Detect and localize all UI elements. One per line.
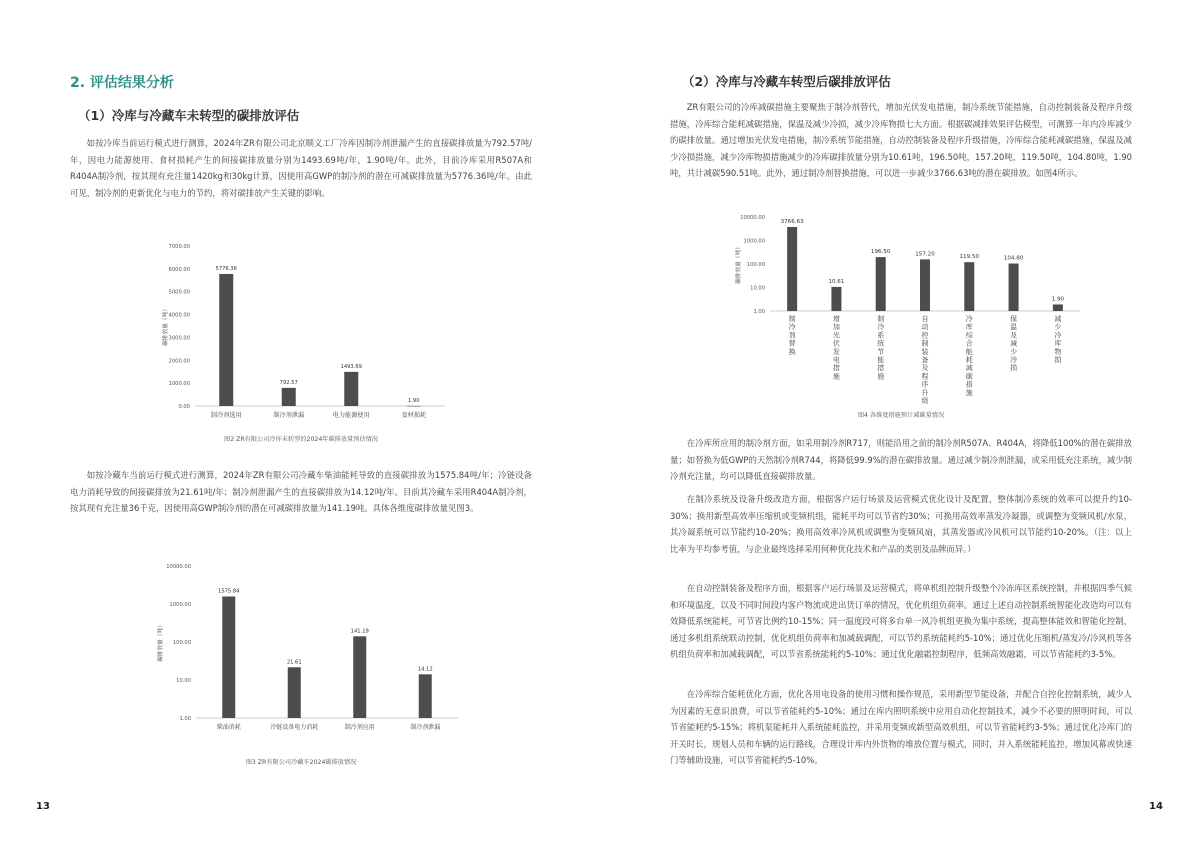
- data-label: 141.19: [350, 628, 369, 635]
- category-label: 制冷剂应用: [344, 724, 375, 731]
- chart-reduction-measures: [730, 205, 1085, 405]
- category-char: 损: [1010, 364, 1018, 373]
- bar: [222, 596, 235, 718]
- figure-caption-3: 图3 ZR有限公司冷藏车2024碳排放情况: [245, 759, 357, 766]
- category-char: 制: [921, 339, 929, 348]
- subtitle-untransformed: （1）冷库与冷藏车未转型的碳排放评估: [78, 108, 300, 123]
- y-tick-label: 100.00: [172, 640, 191, 646]
- bar: [876, 257, 886, 311]
- category-char: 库: [965, 323, 973, 332]
- data-label: 14.12: [417, 666, 433, 673]
- figure-caption-2: 图2 ZR有限公司冷库未转型的2024年碳排放量预估情况: [224, 436, 378, 443]
- category-char: 库: [1054, 339, 1062, 348]
- y-tick-label: 0.00: [178, 404, 190, 410]
- y-tick-label: 1000.00: [168, 381, 190, 388]
- bar: [1053, 304, 1063, 311]
- y-tick-label: 10.00: [176, 678, 191, 684]
- category-char: 冷: [788, 323, 796, 332]
- category-char: 制: [877, 315, 885, 323]
- y-tick-label: 3000.00: [168, 335, 190, 342]
- data-label: 1.90: [1051, 296, 1065, 303]
- y-tick-label: 1000.00: [169, 602, 191, 608]
- page-number-left: 13: [36, 801, 50, 812]
- category-char: 能: [965, 347, 973, 356]
- data-label: 21.61: [286, 659, 302, 666]
- y-tick-label: 1000.00: [743, 238, 765, 245]
- category-char: 序: [921, 380, 929, 389]
- category-char: 减: [1010, 339, 1018, 348]
- category-label: 冷链设备电力消耗: [270, 724, 319, 731]
- category-char: 级: [921, 397, 929, 405]
- category-char: 少: [1054, 323, 1062, 332]
- category-char: 自: [921, 315, 929, 323]
- data-label: 5776.36: [215, 265, 237, 272]
- category-char: 控: [921, 331, 929, 340]
- bar: [344, 372, 358, 406]
- bar: [353, 636, 366, 718]
- bar: [831, 287, 841, 311]
- category-char: 冷: [1054, 331, 1062, 340]
- category-char: 及: [1010, 331, 1018, 340]
- category-char: 耗: [965, 356, 973, 364]
- data-label: 1575.84: [218, 588, 240, 595]
- category-char: 节: [877, 347, 885, 356]
- category-char: 加: [832, 323, 840, 332]
- category-char: 发: [832, 347, 840, 356]
- category-char: 制: [788, 315, 796, 323]
- paragraph-cold-storage: 如按冷库当前运行模式进行测算，2024年ZR有限公司北京顺义工厂冷库因制冷剂泄漏产生的直接碳排放量为792.57吨/年，因电力能源使用、食材损耗产生的间接碳排放量分别为1493.69吨/年，1.90吨/年。此外，目前冷库采用R507A和R404A制冷剂，按其现有充注量1420kg和30kg计算，因使用高GWP的制冷剂的潜在可减碳排放量为5776.36吨/年。由此可见，制冷剂的更新优化与电力的节约，将对碳排放产生关键的影响。: [70, 138, 532, 198]
- y-tick-label: 1.00: [753, 309, 765, 315]
- category-char: 程: [921, 372, 929, 381]
- chart-reefer-truck: [148, 560, 466, 752]
- category-char: 伏: [832, 339, 840, 348]
- figure-caption-4: 图4 各维度措施预计减碳量情况: [857, 412, 945, 419]
- category-char: 合: [965, 339, 973, 348]
- category-label: 制冷剂泄漏: [410, 724, 441, 731]
- category-char: 备: [921, 356, 929, 364]
- data-label: 157.20: [915, 251, 935, 258]
- category-char: 冷: [965, 315, 973, 323]
- category-char: 减: [965, 364, 973, 373]
- data-label: 1493.69: [340, 363, 362, 370]
- category-char: 增: [832, 315, 840, 323]
- category-char: 光: [832, 331, 840, 340]
- category-char: 电: [832, 356, 840, 364]
- y-tick-label: 2000.00: [168, 358, 190, 365]
- category-label: 电力能源使用: [332, 412, 370, 419]
- paragraph-energy-optimization: 在冷库综合能耗优化方面，优化各用电设备的使用习惯和操作规范，采用新型节能设备，并配合自控化控制系统，减少人为因素的无意识浪费，可以节省能耗约5-10%；通过在库内照明系统中应用自动化控制技术，减少不必要的照明时间，可以节省能耗约5-15%；将机泵能耗并入系统能耗监控，并采用变频或新型高效机组，可以节省能耗约3-5%；通过优化冷库门的开关时长，规划人员和车辆的运行路线，合理设计库内外货物的堆放位置与模式，同时，并入系统能耗监控，增加风幕或快速门等辅助设施，可以节省能耗约5-10%。: [670, 689, 1132, 766]
- category-char: 升: [921, 388, 929, 397]
- category-char: 换: [788, 347, 796, 356]
- y-axis-label: 碳排放量（吨）: [736, 244, 742, 284]
- category-char: 综: [965, 331, 973, 340]
- chart-cold-storage: [155, 236, 455, 431]
- subtitle-transformed: （2）冷库与冷藏车转型后碳排放评估: [682, 74, 891, 89]
- paragraph-reefer-truck: 如按冷藏车当前运行模式进行测算，2024年ZR有限公司冷藏车柴油能耗导致的直接碳排放为1575.84吨/年；冷链设备电力消耗导致的间接碳排放为21.61吨/年；制冷剂泄漏产生的直接碳排放为14.12吨/年。目前其冷藏车采用R404A制冷剂，按其现有充注量36千克，因使用高GWP制冷剂的潜在可减碳排放量为141.19吨。具体各维度碳排放量见图3。: [70, 470, 532, 514]
- bar: [419, 674, 432, 718]
- data-label: 1.90: [407, 397, 420, 404]
- y-axis-label: 碳排放量（吨）: [163, 306, 169, 346]
- category-char: 冷: [1010, 356, 1018, 364]
- y-tick-label: 5000.00: [168, 289, 190, 296]
- category-char: 能: [877, 356, 885, 364]
- bar: [920, 259, 930, 311]
- y-axis-label: 碳排放量（吨）: [158, 622, 164, 662]
- category-char: [922, 404, 929, 405]
- y-tick-label: 4000.00: [168, 312, 190, 319]
- bar: [219, 274, 233, 406]
- data-label: 3766.63: [780, 218, 804, 225]
- category-char: 措: [877, 364, 885, 373]
- category-char: 温: [1010, 323, 1018, 332]
- y-tick-label: 100.00: [746, 262, 765, 268]
- category-char: 施: [832, 372, 840, 381]
- category-char: 替: [788, 339, 796, 348]
- y-tick-label: 10000.00: [166, 564, 191, 570]
- category-char: 动: [921, 323, 929, 332]
- bar: [1009, 264, 1019, 311]
- category-char: 剂: [788, 331, 796, 340]
- category-char: 措: [965, 380, 973, 389]
- category-char: 施: [965, 388, 973, 397]
- category-char: 统: [877, 339, 885, 348]
- data-label: 196.50: [870, 249, 891, 256]
- bar: [288, 667, 301, 718]
- category-char: 保: [1010, 315, 1018, 323]
- bar: [787, 227, 797, 311]
- category-label: 制冷剂泄漏: [273, 412, 305, 419]
- y-tick-label: 10.00: [750, 285, 765, 292]
- category-char: 减: [1054, 315, 1062, 323]
- paragraph-reduction-measures: ZR有限公司的冷库减碳措施主要聚焦于制冷剂替代，增加光伏发电措施，制冷系统节能措施，自动控制装备及程序升级措施，冷库综合能耗减碳措施，保温及减少冷损，减少冷库物损七大方面。根据碳减排效果评估模型，可测算一年内冷库减少的碳排放量。通过增加光伏发电措施，制冷系统节能措施，自动控制装备及程序升级措施，冷库综合能耗减碳措施，保温及减少冷损措施，减少冷库物损措施减少的冷库碳排放量分别为10.61吨，196.50吨，157.20吨，119.50吨，104.80吨，1.90吨，共计减碳590.51吨。此外，通过制冷剂替换措施，可以进一步减少3766.63吨的潜在碳排放。如图4所示。: [670, 102, 1132, 179]
- category-char: 装: [921, 347, 929, 356]
- y-tick-label: 1.00: [179, 716, 191, 722]
- bar: [282, 388, 296, 406]
- data-label: 104.80: [1003, 255, 1024, 262]
- y-tick-label: 7000.00: [168, 244, 190, 250]
- category-char: 碳: [965, 372, 973, 381]
- paragraph-system-upgrade: 在制冷系统及设备升级改造方面，根据客户运行场景及运营模式优化设计及配置，整体制冷系统的效率可以提升约10-30%；换用新型高效率压缩机或变频机组，能耗平均可以节省约30%；可换用高效率蒸发冷凝器，或调整为变频风机/水泵，其冷凝系统可以节能约10-20%；换用高效率冷风机或调整为变频风扇，其蒸发器或冷风机可以节能约10-20%。（注：以上比率为平均参考值，与企业最终选择采用何种优化技术和产品的类别及品牌而异。）: [670, 494, 1132, 554]
- category-label: 食材损耗: [401, 412, 427, 419]
- category-char: 物: [1054, 347, 1062, 356]
- category-label: 柴油消耗: [216, 724, 241, 731]
- page-number-right: 14: [1149, 801, 1163, 812]
- bar: [964, 262, 974, 311]
- data-label: 119.50: [959, 254, 980, 261]
- data-label: 792.57: [279, 379, 298, 386]
- data-label: 10.61: [828, 278, 845, 285]
- category-char: 系: [877, 331, 885, 340]
- category-label: 制冷剂选用: [210, 412, 242, 419]
- category-char: 及: [921, 364, 929, 373]
- paragraph-auto-control: 在自动控制装备及程序方面，根据客户运行场景及运营模式，将单机组控制升级整个冷冻库区系统控制，并根据四季气候和环境温度，以及不同时间段内客户物流或进出货订单的情况，优化机组负荷率。通过上述自动控制系统智能化改造均可以有效降低系统能耗，可节省比例约10-15%；同一温度段可将多台单一风冷机组更换为集中系统，提高整体能效和智能化控制，通过多机组系统联动控制，优化机组负荷率和加减载调配，可以节约系统能耗约5-10%；通过优化压缩机/蒸发冷/冷风机等各机组负荷率和加减载调配，可以节省系统能耗约5-10%；通过优化融霜控制程序，低频高效融霜，可以节省能耗约3-5%。: [670, 583, 1132, 660]
- paragraph-refrigerant: 在冷库所应用的制冷剂方面，如采用制冷剂R717，则能沿用之前的制冷剂R507A、R404A，将降低100%的潜在碳排放量；如替换为低GWP的天然制冷剂R744，将降低99.9%的潜在碳排放量。通过减少制冷剂泄漏，或采用低充注系统，减少制冷剂充注量，均可以降低直接碳排放量。: [670, 438, 1132, 482]
- y-tick-label: 6000.00: [168, 266, 190, 273]
- category-char: 措: [832, 364, 840, 373]
- category-char: 少: [1010, 347, 1018, 356]
- y-tick-label: 10000.00: [740, 215, 765, 221]
- category-char: 损: [1054, 356, 1062, 364]
- bar: [407, 406, 421, 407]
- right-page: [600, 0, 1200, 849]
- section-title: 2. 评估结果分析: [70, 75, 174, 91]
- category-char: 冷: [877, 323, 885, 332]
- category-char: 施: [877, 372, 885, 381]
